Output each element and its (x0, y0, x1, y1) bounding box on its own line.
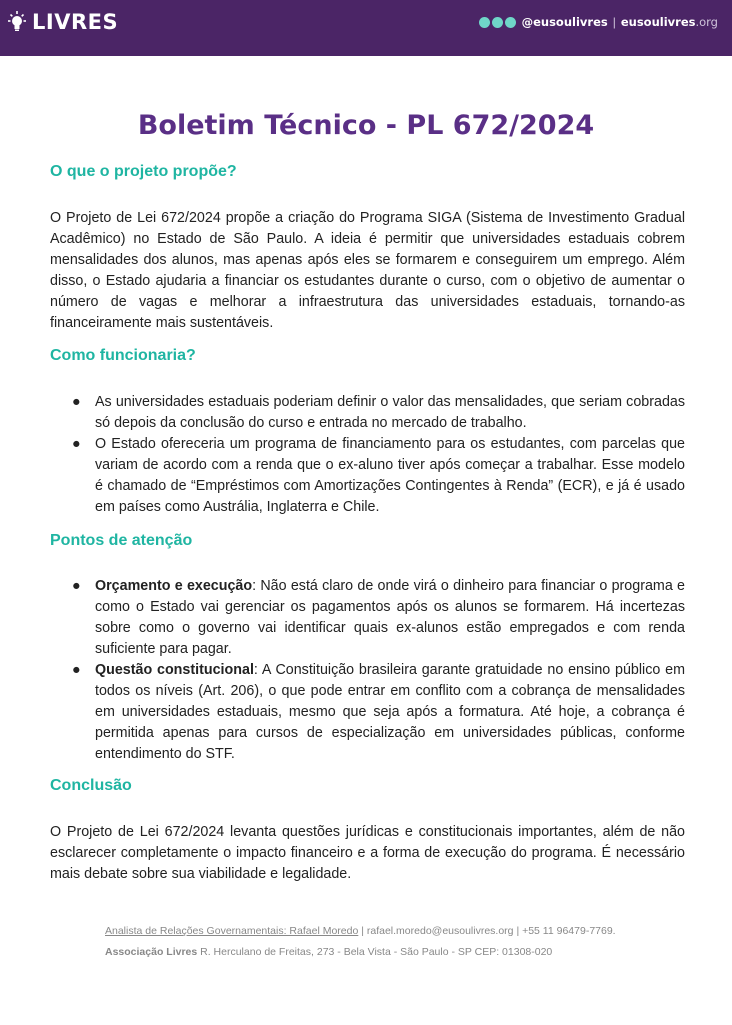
bullet: ● (72, 662, 81, 678)
bullet: ● (72, 578, 81, 594)
section-heading-conclusion: Conclusão (50, 777, 132, 794)
document-title: Boletim Técnico - PL 672/2024 (137, 110, 595, 141)
lightbulb-icon (6, 10, 28, 34)
list-item (50, 392, 685, 434)
section-heading-how-it-works: Como funcionaria? (50, 347, 196, 364)
whatsapp-icon[interactable] (479, 17, 490, 28)
bullet: ● (72, 436, 81, 452)
social-handle[interactable]: @eusoulivres (521, 15, 608, 29)
association-name: Associação Livres (105, 946, 198, 958)
instagram-icon[interactable] (492, 17, 503, 28)
website-name: eusoulivres (620, 15, 696, 29)
footer-contact (105, 925, 616, 937)
logo-text: LIVRES (32, 10, 119, 34)
header-bar (0, 0, 732, 56)
list-item-text: : A Constituição brasileira garante gratuidade no ensino público em todos os níveis (Art. 206), o que pode entrar em conflito com a cobrança de mensalidades em universidades estaduais, mesmo que seja após a formatura. Até hoje, a cobrança é permitida apenas para cursos de especialização em universidades públicas, conforme entendimento do STF. (95, 662, 685, 762)
list-item-text: O Estado ofereceria um programa de financiamento para os estudantes, com parcelas que variam de acordo com a renda que o ex-aluno tiver após começar a trabalhar. Esse modelo é chamado de “Empréstimos com Amortizações Contingentes à Renda” (ECR), e já é usado em países como Austrália, Inglaterra e Chile. (95, 436, 685, 515)
social-links (479, 15, 718, 29)
list-item-text: As universidades estaduais poderiam definir o valor das mensalidades, que seriam cobradas só depois da conclusão do curso e entrada no mercado de trabalho. (95, 394, 685, 431)
section-heading-proposal: O que o projeto propõe? (50, 163, 237, 180)
footer-address (105, 946, 552, 958)
facebook-icon[interactable] (505, 17, 516, 28)
section-body-conclusion: O Projeto de Lei 672/2024 levanta questões jurídicas e constitucionais importantes, além de não esclarecer completamente o impacto financeiro e a forma de execução do programa. É necessário mais debate sobre sua viabilidade e legalidade. (50, 824, 685, 882)
address-text: R. Herculano de Freitas, 273 - Bela Vista - São Paulo - SP CEP: 01308-020 (197, 946, 553, 958)
header-separator: | (612, 15, 616, 29)
logo[interactable] (6, 10, 118, 34)
list-item (50, 660, 685, 765)
attention-points-list (50, 576, 685, 765)
list-item (50, 576, 685, 660)
section-body-proposal: O Projeto de Lei 672/2024 propõe a criação do Programa SIGA (Sistema de Investimento Gradual Acadêmico) no Estado de São Paulo. A ideia é permitir que universidades estaduais cobrem mensalidades dos alunos, mas apenas após eles se formarem e conseguirem um emprego. Além disso, o Estado ajudaria a financiar os estudantes durante o curso, com o objetivo de aumentar o número de vagas e melhorar a infraestrutura das universidades estaduais, tornando-as financeiramente mais sustentáveis. (50, 210, 685, 331)
list-item-label: Questão constitucional (95, 662, 254, 678)
list-item (50, 434, 685, 518)
bullet: ● (72, 394, 81, 410)
analyst-link[interactable]: Analista de Relações Governamentais: Rafael Moredo (105, 925, 359, 937)
website-tld: .org (695, 15, 718, 29)
contact-info: | rafael.moredo@eusoulivres.org | +55 11 96479-7769. (358, 925, 616, 937)
how-it-works-list (50, 392, 685, 518)
list-item-text: : Não está claro de onde virá o dinheiro para financiar o programa e como o Estado vai gerenciar os pagamentos após os alunos se formarem. Há incertezas sobre como o governo vai identificar quais ex-alunos estão empregados e com renda suficiente para pagar. (95, 578, 685, 657)
section-heading-attention-points: Pontos de atenção (50, 532, 193, 549)
list-item-label: Orçamento e execução (95, 578, 253, 594)
website-link[interactable] (621, 15, 718, 29)
